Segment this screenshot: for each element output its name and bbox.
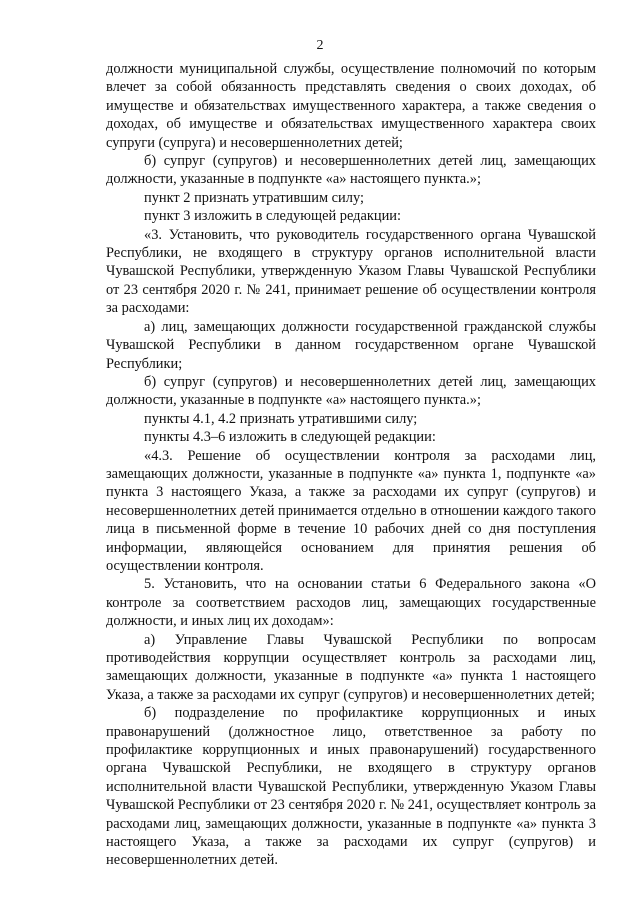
paragraph: б) супруг (супругов) и несовершеннолетних детей лиц, замещающих должности, указанные в подпункте «а» настоящего пункта.»; — [106, 153, 596, 188]
document-body — [106, 60, 596, 870]
paragraph: пункт 3 изложить в следующей редакции: — [144, 208, 401, 225]
paragraph: 5. Установить, что на основании статьи 6 Федерального закона «О контроле за соответствием расходов лиц, замещающих государственные должности, и иных лиц их доходам»: — [106, 576, 596, 630]
paragraph: «4.3. Решение об осуществлении контроля за расходами лиц, замещающих должности, указанные в подпункте «а» пункта 1, подпункте «а» пункта 3 настоящего Указа, а также за расходами их супруг (супругов) и несовершеннолетних детей принимается отдельно в отношении каждого такого лица в письменной форме в течение 10 рабочих дней со дня поступления информации, являющейся основанием для принятия решения об осуществлении контроля. — [106, 447, 596, 574]
paragraph-continuation: должности муниципальной службы, осуществление полномочий по которым влечет за собой обязанность представлять сведения о своих доходах, об имуществе и обязательствах имущественного характера, а также сведения о доходах, об имуществе и обязательствах имущественного характера своих супруги (супруга) и несовершеннолетних детей; — [106, 61, 596, 151]
paragraph: а) Управление Главы Чувашской Республики по вопросам противодействия коррупции осуществляет контроль за расходами лиц, замещающих должности, указанные в подпункте «а» пункта 1 настоящего Указа, а также за расходами их супруг (супругов) и несовершеннолетних детей; — [106, 631, 596, 703]
paragraph: пункт 2 признать утратившим силу; — [144, 189, 364, 206]
paragraph: пункты 4.1, 4.2 признать утратившими силу; — [144, 410, 418, 427]
paragraph: пункты 4.3–6 изложить в следующей редакции: — [144, 429, 436, 446]
page-number: 2 — [316, 38, 324, 53]
paragraph: а) лиц, замещающих должности государственной гражданской службы Чувашской Республики в данном государственном органе Чувашской Республики; — [106, 318, 596, 372]
paragraph: б) подразделение по профилактике коррупционных и иных правонарушений (должностное лицо, ответственное за работу по профилактике коррупционных и иных правонарушений) государственного органа Чувашской Республики, не входящего в структуру органов исполнительной власти Чувашской Республики, утвержденную Указом Главы Чувашской Республики от 23 сентября 2020 г. № 241, осуществляет контроль за расходами лиц, замещающих должности, указанные в подпункте «а» пункта 3 настоящего Указа, а также за расходами их супруг (супругов) и несовершеннолетних детей. — [106, 705, 596, 869]
paragraph: «3. Установить, что руководитель государственного органа Чувашской Республики, не входящего в структуру органов исполнительной власти Чувашской Республики, утвержденную Указом Главы Чувашской Республики от 23 сентября 2020 г. № 241, принимает решение об осуществлении контроля за расходами: — [106, 226, 596, 317]
paragraph: б) супруг (супругов) и несовершеннолетних детей лиц, замещающих должности, указанные в подпункте «а» настоящего пункта.»; — [106, 373, 596, 409]
